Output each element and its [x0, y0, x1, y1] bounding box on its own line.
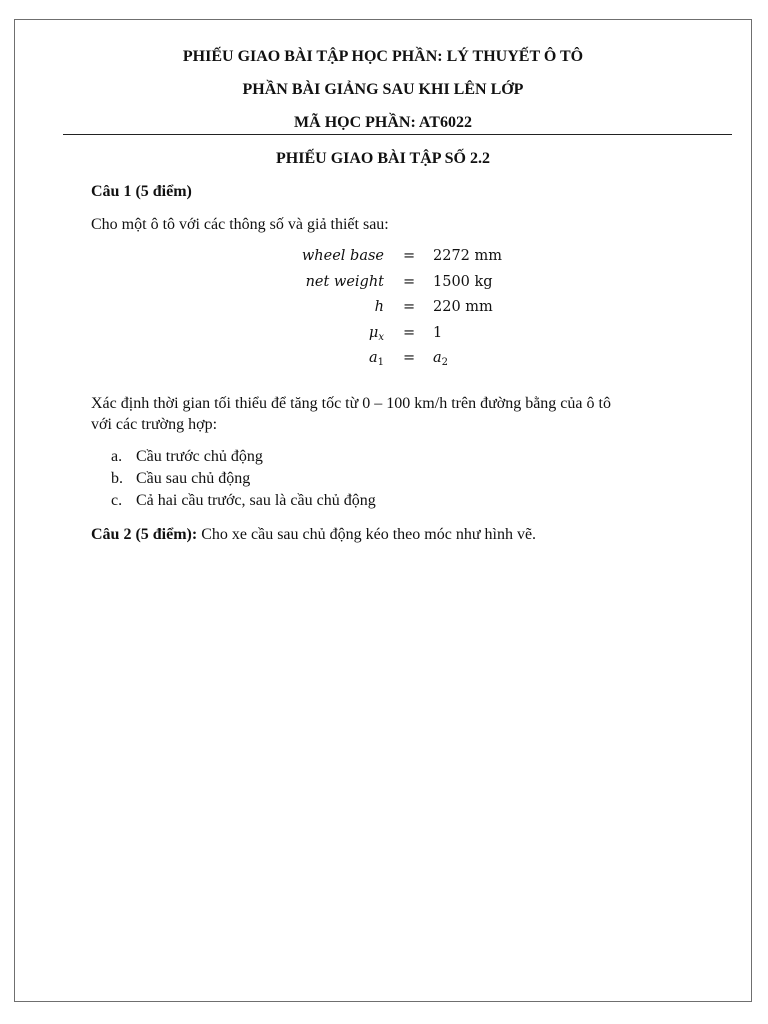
- equation-row-h: [285, 299, 545, 325]
- equation-lhs: [369, 325, 384, 341]
- list-marker: a.: [111, 448, 123, 465]
- question-1-intro: Cho một ô tô với các thông số và giả thiết sau:: [91, 216, 389, 233]
- a-symbol: a: [368, 350, 378, 366]
- question-2-text: Cho xe cầu sau chủ động kéo theo móc như hình vẽ.: [197, 526, 537, 543]
- equation-operator: =: [403, 248, 416, 264]
- equation-row-net-weight: [285, 274, 545, 300]
- list-item: [111, 490, 376, 512]
- list-item-text: Cầu sau chủ động: [136, 470, 251, 487]
- options-list: [111, 446, 376, 512]
- header-subtitle: PHẦN BÀI GIẢNG SAU KHI LÊN LỚP: [242, 81, 524, 98]
- a-symbol: a: [433, 350, 442, 366]
- header-course-title: PHIẾU GIAO BÀI TẬP HỌC PHẦN: LÝ THUYẾT Ô TÔ: [182, 48, 584, 65]
- parameter-equations: [285, 248, 545, 376]
- equation-rhs: 1: [433, 324, 443, 341]
- header-course-code: MÃ HỌC PHẦN: AT6022: [294, 114, 472, 131]
- equation-lhs: net weight: [305, 273, 384, 290]
- equation-rhs: 2272 mm: [433, 248, 503, 264]
- a-subscript: 1: [377, 357, 384, 368]
- mu-symbol: μ: [368, 324, 379, 341]
- equation-operator: =: [403, 299, 416, 315]
- list-item: [111, 446, 376, 468]
- equation-row-wheel-base: [285, 248, 545, 274]
- question-1-task-line-2: với các trường hợp:: [91, 416, 218, 433]
- list-marker: b.: [111, 470, 123, 487]
- equation-operator: =: [403, 273, 416, 290]
- mu-subscript: x: [378, 331, 384, 343]
- equation-lhs: wheel base: [301, 248, 384, 264]
- question-1-task-line-1: Xác định thời gian tối thiểu để tăng tốc từ 0 – 100 km/h trên đường bằng của ô tô: [91, 395, 611, 412]
- sheet-title: PHIẾU GIAO BÀI TẬP SỐ 2.2: [276, 150, 490, 167]
- question-2-heading: Câu 2 (5 điểm):: [91, 526, 198, 543]
- list-item-text: Cả hai cầu trước, sau là cầu chủ động: [136, 492, 376, 509]
- document-page: [14, 19, 752, 1002]
- equation-operator: =: [403, 324, 416, 341]
- equation-row-a1-a2: [285, 350, 545, 376]
- equation-lhs: h: [374, 299, 384, 315]
- equation-row-mu-x: [285, 325, 545, 351]
- list-marker: c.: [111, 492, 123, 509]
- equation-rhs: 220 mm: [433, 299, 493, 315]
- question-2: [91, 524, 536, 545]
- equation-operator: =: [403, 350, 416, 366]
- list-item: [111, 468, 376, 490]
- equation-rhs: [433, 350, 448, 366]
- question-1-heading: Câu 1 (5 điểm): [91, 183, 192, 200]
- header-divider: [63, 134, 732, 135]
- equation-rhs: 1500 kg: [433, 273, 493, 290]
- list-item-text: Cầu trước chủ động: [136, 448, 263, 465]
- equation-lhs: [369, 350, 384, 366]
- a-subscript: 2: [441, 357, 449, 368]
